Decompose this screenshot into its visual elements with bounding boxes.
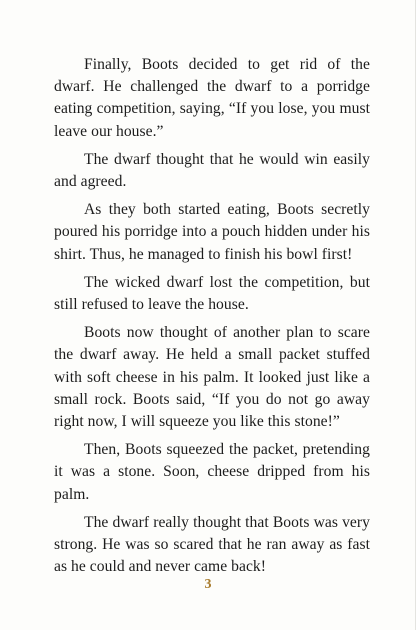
page-number: 3 bbox=[204, 577, 212, 592]
paragraph-4: The wicked dwarf lost the competition, but still refused to leave the house. bbox=[54, 273, 370, 314]
paragraph-7: The dwarf really thought that Boots was very strong. He was so scared that he ran away as fast as he could and never came back! bbox=[54, 513, 370, 576]
paragraph-3: As they both started eating, Boots secretly poured his porridge into a pouch hidden under his shirt. Thus, he managed to finish his bowl first! bbox=[54, 201, 370, 263]
story-text bbox=[54, 54, 370, 584]
paragraph-1: Finally, Boots decided to get rid of the dwarf. He challenged the dwarf to a porridge eating competition, saying, “If you lose, you must leave our house.” bbox=[54, 56, 370, 140]
paragraph-2: The dwarf thought that he would win easily and agreed. bbox=[54, 150, 370, 191]
paragraph-6: Then, Boots squeezed the packet, pretending it was a stone. Soon, cheese dripped from his palm. bbox=[54, 441, 370, 503]
paragraph-5: Boots now thought of another plan to scare the dwarf away. He held a small packet stuffed with soft cheese in his palm. It looked just like a small rock. Boots said, “If you do not go away right now, I will squeeze you like this stone!” bbox=[54, 324, 370, 431]
